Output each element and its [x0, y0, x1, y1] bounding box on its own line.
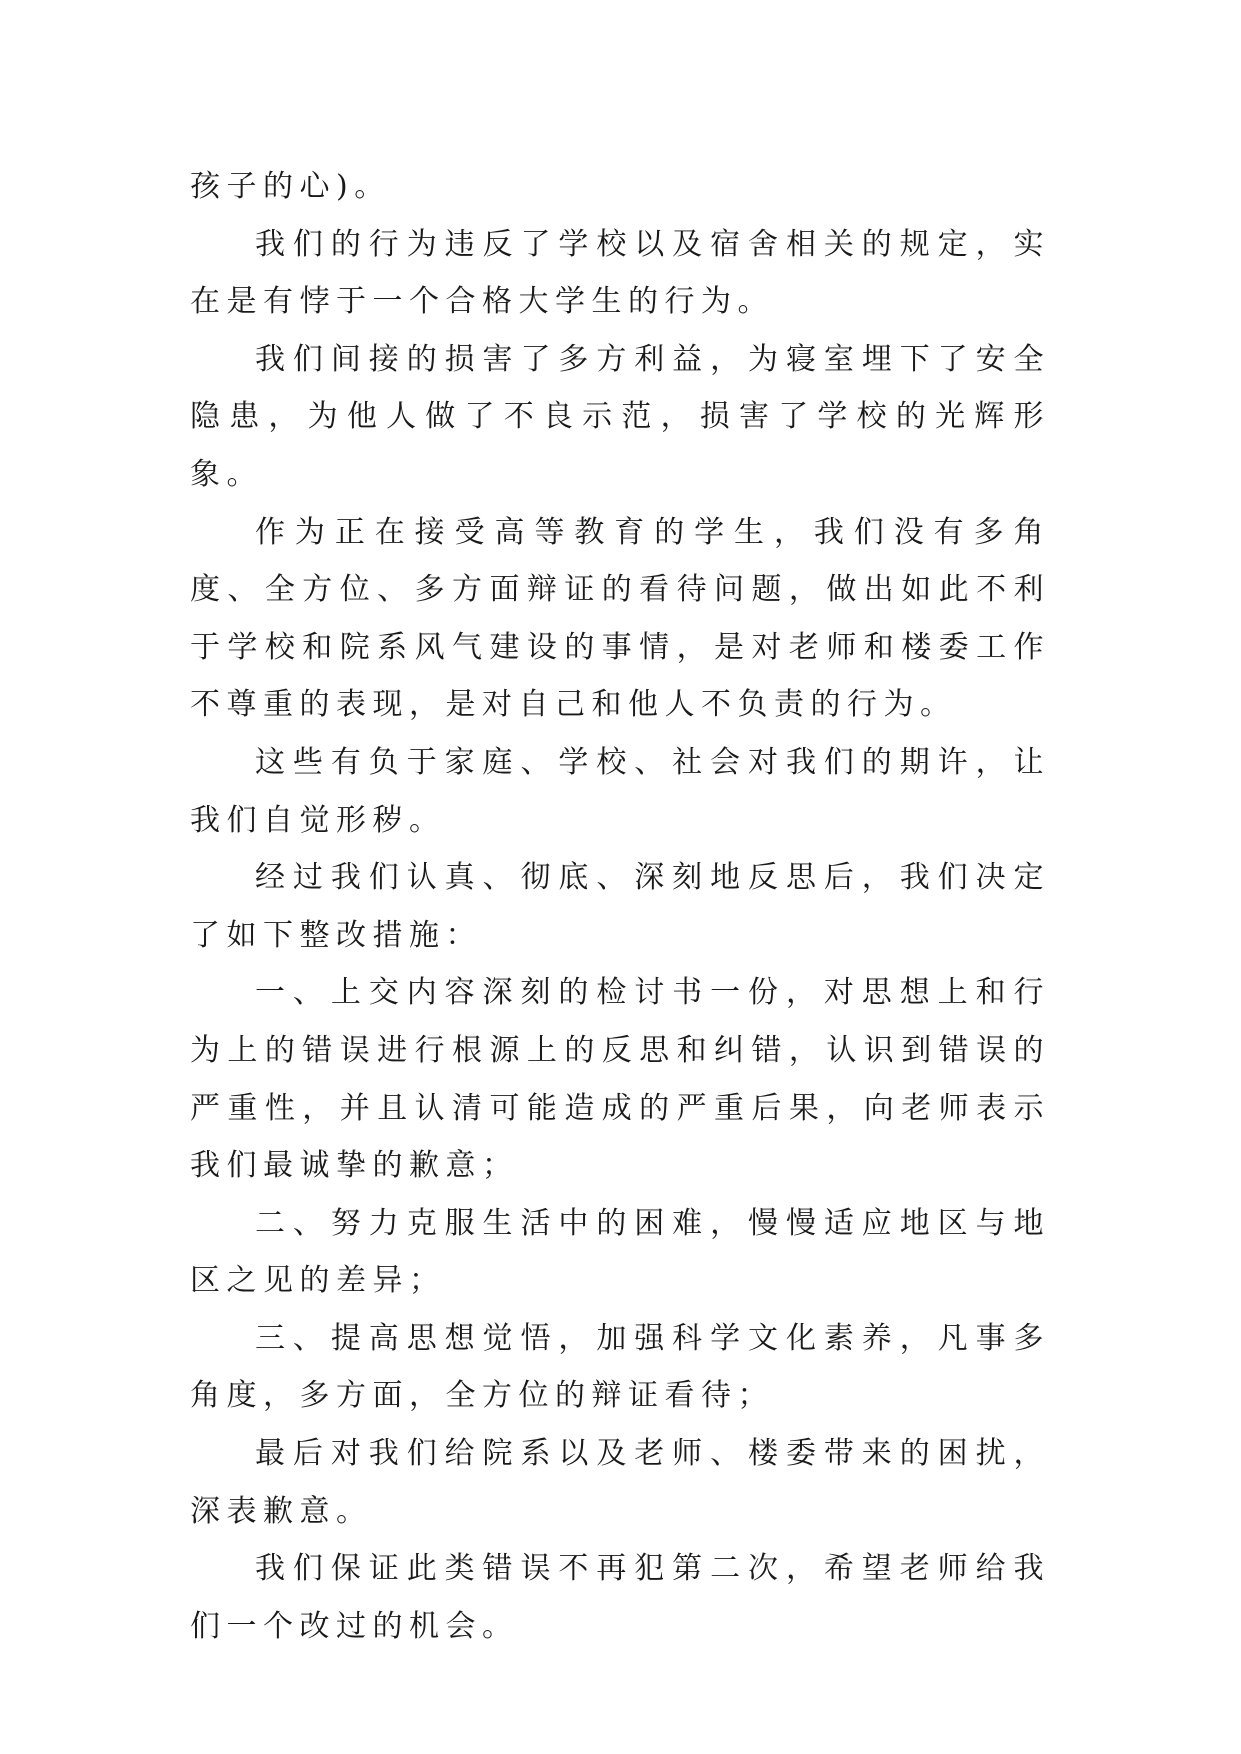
paragraph-4: 作为正在接受高等教育的学生，我们没有多角度、全方位、多方面辩证的看待问题，做出如此不利于学校和院系风气建设的事情，是对老师和楼委工作不尊重的表现，是对自己和他人不负责的行为。 — [190, 514, 1050, 723]
paragraph-7: 一、上交内容深刻的检讨书一份，对思想上和行为上的错误进行根源上的反思和纠错，认识到错误的严重性，并且认清可能造成的严重后果，向老师表示我们最诚挚的歉意； — [190, 975, 1050, 1184]
paragraph-10: 最后对我们给院系以及老师、楼委带来的困扰，深表歉意。 — [190, 1436, 1050, 1529]
paragraph-5: 这些有负于家庭、学校、社会对我们的期许，让我们自觉形秽。 — [190, 744, 1050, 838]
paragraph-6: 经过我们认真、彻底、深刻地反思后，我们决定了如下整改措施： — [190, 860, 1050, 953]
paragraph-1: 孩子的心)。 — [190, 169, 391, 204]
paragraph-2: 我们的行为违反了学校以及宿舍相关的规定，实在是有悖于一个合格大学生的行为。 — [190, 226, 1050, 320]
paragraph-8: 二、努力克服生活中的困难，慢慢适应地区与地区之见的差异； — [190, 1205, 1050, 1299]
paragraph-11: 我们保证此类错误不再犯第二次，希望老师给我们一个改过的机会。 — [190, 1551, 1050, 1644]
paragraph-3: 我们间接的损害了多方利益，为寝室埋下了安全隐患，为他人做了不良示范，损害了学校的光辉形象。 — [190, 341, 1050, 492]
paragraph-9: 三、提高思想觉悟，加强科学文化素养，凡事多角度，多方面，全方位的辩证看待； — [190, 1320, 1050, 1414]
document-body — [190, 158, 1050, 1655]
